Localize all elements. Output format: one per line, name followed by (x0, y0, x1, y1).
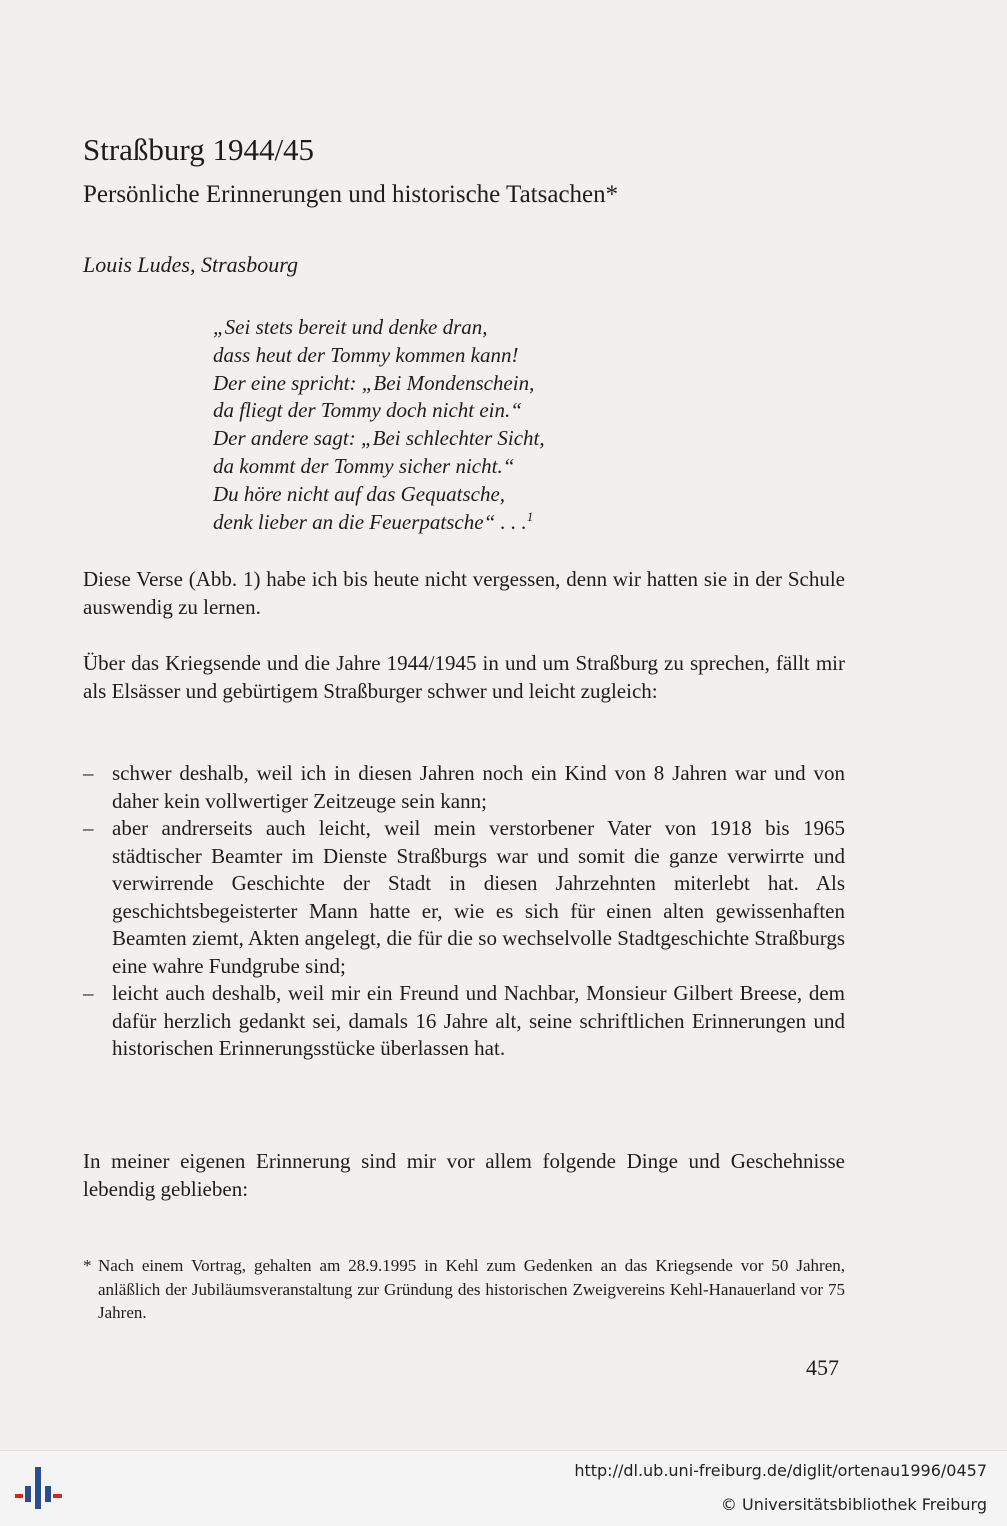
article-title: Straßburg 1944/45 (83, 132, 315, 167)
poem-line: Du höre nicht auf das Gequatsche, (213, 481, 506, 506)
list-dash: – (83, 816, 94, 840)
copyright-notice: © Universitätsbibliothek Freiburg (720, 1495, 987, 1514)
article-author: Louis Ludes, Strasbourg (83, 252, 298, 277)
list-dash: – (83, 761, 94, 785)
poem-line: da fliegt der Tommy doch nicht ein.“ (213, 398, 522, 423)
list-dash: – (83, 981, 94, 1005)
list-item-text: leicht auch deshalb, weil mir ein Freund und Nachbar, Monsieur Gilbert Breese, dem dafür herzlich gedankt sei, damals 16 Jahre alt, seine schriftlichen Erinnerungen und historischen Erinnerungsstücke überlassen hat. (112, 981, 845, 1060)
poem-line: da kommt der Tommy sicher nicht.“ (213, 453, 515, 478)
footnote-text: Nach einem Vortrag, gehalten am 28.9.1995 in Kehl zum Gedenken an das Kriegsende vor 50 Jahren, anläßlich der Jubiläumsveranstaltung zur Gründung des historischen Zweigvereins Kehl-Hanauerland vor 75 Jahren. (98, 1256, 845, 1322)
list-item-text: aber andrerseits auch leicht, weil mein verstorbener Vater von 1918 bis 1965 städtischer Beamter im Dienste Straßburgs war und somit die ganze verwirrte und verwirrende Geschichte der Stadt in diesen Jahrzehnten miterlebt hat. Als geschichtsbegeisterter Mann hatte er, wie es sich für einen alten gewissenhaften Beamten ziemt, Akten angelegt, die für die so wechselvolle Stadtgeschichte Straßburgs eine wahre Fundgrube sind; (112, 816, 845, 978)
reason-list (83, 760, 845, 1063)
paragraph-2: Über das Kriegsende und die Jahre 1944/1945 in und um Straßburg zu sprechen, fällt mir als Elsässer und gebürtigem Straßburger schwer und leicht zugleich: (83, 651, 845, 703)
poem-line: Der eine spricht: „Bei Mondenschein, (213, 370, 535, 395)
list-item (83, 980, 845, 1063)
viewer-footer (0, 1450, 1007, 1526)
source-url-link[interactable]: http://dl.ub.uni-freiburg.de/diglit/ortenau1996/0457 (574, 1461, 987, 1480)
poem (213, 314, 545, 536)
list-item (83, 760, 845, 815)
list-item (83, 815, 845, 980)
paragraph-1: Diese Verse (Abb. 1) habe ich bis heute nicht vergessen, denn wir hatten sie in der Schule auswendig zu lernen. (83, 567, 845, 619)
list-item-text: schwer deshalb, weil ich in diesen Jahren noch ein Kind von 8 Jahren war und von daher kein vollwertiger Zeitzeuge sein kann; (112, 761, 845, 813)
poem-line: dass heut der Tommy kommen kann! (213, 342, 519, 367)
poem-line: Der andere sagt: „Bei schlechter Sicht, (213, 426, 545, 451)
poem-line-text: denk lieber an die Feuerpatsche“ . . . (213, 509, 527, 534)
footnote (83, 1254, 845, 1325)
article-subtitle: Persönliche Erinnerungen und historische Tatsachen* (83, 181, 619, 208)
page-number: 457 (806, 1355, 839, 1380)
poem-line: „Sei stets bereit und denke dran, (213, 315, 488, 339)
ub-freiburg-logo-icon[interactable] (14, 1463, 64, 1513)
footnote-reference: 1 (526, 508, 534, 524)
paragraph-3: In meiner eigenen Erinnerung sind mir vor allem folgende Dinge und Geschehnisse lebendig geblieben: (83, 1149, 845, 1201)
logo-graphic (14, 1463, 64, 1513)
footnote-marker: * (83, 1256, 92, 1275)
poem-line (213, 509, 545, 537)
